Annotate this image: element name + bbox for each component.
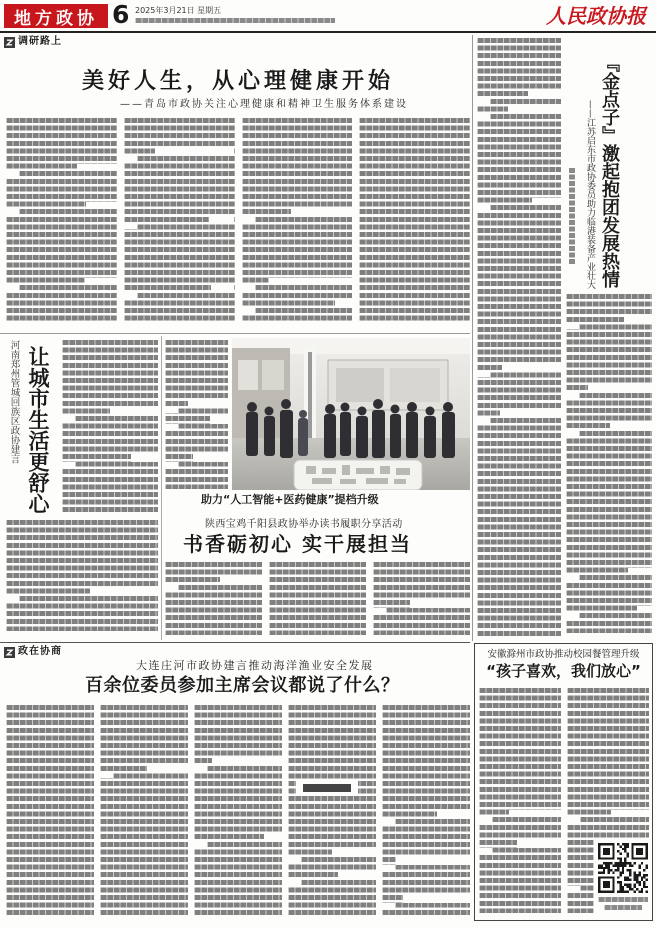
- paragraph-indent: [477, 99, 490, 104]
- text-column: [194, 705, 282, 915]
- text-column: [479, 688, 561, 913]
- paragraph-end: [335, 300, 353, 308]
- qr-code-icon: [598, 843, 648, 893]
- page-number: 6: [112, 0, 130, 29]
- paragraph-end: [155, 148, 235, 156]
- city-life-body-text-2: [6, 520, 158, 638]
- golden-ideas-subtitle: ——江苏启东市政协委员助力临港装备产业壮大: [585, 100, 595, 289]
- paragraph-indent: [479, 848, 492, 853]
- paragraph-end: [528, 91, 561, 99]
- reading-body-text: [165, 562, 470, 638]
- paragraph-end: [502, 365, 561, 373]
- paragraph-end: [410, 600, 470, 608]
- text-column: [269, 562, 366, 635]
- paragraph-end: [637, 606, 652, 614]
- mental-health-subtitle: ——青岛市政协关注心理健康和精神卫生服务体系建设: [120, 99, 408, 110]
- text-column: [6, 118, 117, 321]
- exhibition-photo: [232, 338, 470, 490]
- fishery-body-text: [6, 705, 470, 920]
- text-column: [124, 118, 235, 321]
- ai-health-body-text: [165, 340, 228, 490]
- paragraph-end: [509, 810, 561, 818]
- text-column: [242, 118, 353, 321]
- paragraph-end: [508, 106, 561, 114]
- paragraph-indent: [6, 171, 19, 176]
- text-column: [100, 705, 188, 915]
- qr-caption-line: [598, 897, 648, 902]
- paragraph-indent: [165, 408, 178, 413]
- paragraph-indent: [6, 596, 19, 601]
- city-life-headline: 让城市生活更舒心: [26, 346, 50, 514]
- editor-credits-line: [135, 18, 335, 23]
- text-column: [165, 562, 262, 635]
- golden-ideas-byline: [569, 168, 575, 264]
- paragraph-indent: [242, 308, 255, 313]
- paragraph-indent: [566, 393, 579, 398]
- text-column: [165, 340, 228, 489]
- inset-label: [303, 784, 351, 792]
- text-column: [6, 705, 94, 915]
- reading-headline: 书香砺初心 实干展担当: [183, 532, 412, 556]
- paragraph-indent: [566, 575, 579, 580]
- paragraph-indent: [124, 293, 137, 298]
- section-tag-consultation: 政在协商: [18, 646, 62, 657]
- section-marker-icon: [4, 37, 15, 48]
- text-column: [373, 562, 470, 635]
- paragraph-indent: [165, 424, 178, 429]
- paragraph-end: [210, 416, 228, 424]
- paragraph-end: [90, 588, 158, 596]
- text-column: [566, 294, 652, 633]
- text-column: [359, 118, 470, 321]
- paragraph-indent: [382, 865, 395, 870]
- text-column: [288, 705, 376, 915]
- golden-ideas-body-text: [477, 38, 561, 638]
- paragraph-indent: [288, 857, 301, 862]
- paragraph-end: [517, 840, 561, 848]
- school-meals-kicker: 安徽滁州市政协推动校园餐管理升级: [487, 649, 640, 660]
- city-life-body-text: [62, 340, 158, 516]
- paragraph-end: [188, 401, 228, 409]
- paragraph-indent: [62, 416, 75, 421]
- paragraph-indent: [477, 372, 490, 377]
- paragraph-indent: [477, 418, 490, 423]
- column-divider-middle: [161, 336, 162, 640]
- paragraph-indent: [566, 324, 579, 329]
- paragraph-end: [264, 834, 282, 842]
- paragraph-end: [209, 217, 235, 225]
- paragraph-indent: [567, 817, 580, 822]
- golden-ideas-headline: 『金点子』激起抱团发展热情: [599, 54, 620, 288]
- paragraph-end: [624, 317, 652, 325]
- text-column: [382, 705, 470, 915]
- paragraph-end: [437, 811, 470, 819]
- section-marker-icon: [4, 647, 15, 658]
- golden-ideas-body-text-2: [566, 294, 652, 638]
- masthead-logo: 人民政协报: [546, 4, 646, 28]
- paragraph-indent: [242, 285, 255, 290]
- column-divider: [472, 35, 473, 641]
- paragraph-end: [403, 895, 470, 903]
- paragraph-indent: [124, 156, 137, 161]
- text-column: [6, 520, 158, 631]
- paragraph-indent: [165, 585, 178, 590]
- paragraph-indent: [479, 817, 492, 822]
- mental-health-body-text: [6, 118, 470, 328]
- paragraph-indent: [373, 608, 386, 613]
- paragraph-indent: [477, 205, 490, 210]
- paragraph-indent: [566, 613, 579, 618]
- paragraph-indent: [242, 217, 255, 222]
- paragraph-end: [211, 285, 235, 293]
- paragraph-indent: [62, 462, 75, 467]
- issue-date: 2025年3月21日 星期五: [135, 6, 222, 15]
- paragraph-end: [131, 454, 158, 462]
- bottom-section-divider: [0, 642, 470, 643]
- paragraph-end: [628, 568, 652, 576]
- paragraph-end: [396, 857, 470, 865]
- paragraph-indent: [194, 766, 207, 771]
- section-title: 地方政协: [4, 4, 108, 28]
- paragraph-end: [220, 577, 262, 585]
- paragraph-end: [332, 849, 376, 857]
- paragraph-end: [291, 209, 353, 217]
- mental-health-headline: 美好人生，从心理健康开始: [82, 69, 395, 94]
- section-divider: [0, 333, 470, 334]
- paragraph-indent: [567, 886, 580, 891]
- paragraph-indent: [124, 224, 137, 229]
- paragraph-indent: [382, 903, 395, 908]
- paragraph-end: [212, 758, 282, 766]
- paragraph-indent: [382, 819, 395, 824]
- reading-kicker: 陕西宝鸡千阳县政协举办读书履职分享活动: [205, 519, 403, 530]
- paragraph-indent: [288, 880, 301, 885]
- fishery-headline: 百余位委员参加主席会议都说了什么？: [85, 675, 400, 696]
- paragraph-end: [611, 810, 649, 818]
- school-meals-headline: “孩子喜欢，我们放心”: [486, 662, 641, 680]
- paragraph-indent: [477, 114, 490, 119]
- paragraph-end: [77, 164, 117, 172]
- paragraph-end: [588, 385, 652, 393]
- paragraph-indent: [6, 209, 19, 214]
- paragraph-end: [193, 454, 228, 462]
- paragraph-end: [110, 408, 158, 416]
- paragraph-indent: [6, 285, 19, 290]
- paragraph-end: [338, 872, 376, 880]
- ai-health-photo-caption: 助力“人工智能+医药健康”提档升级: [201, 493, 379, 506]
- paragraph-end: [86, 202, 116, 210]
- text-column: [477, 38, 561, 636]
- paragraph-indent: [165, 462, 178, 467]
- fishery-kicker: 大连庄河市政协建言推动海洋渔业安全发展: [136, 659, 374, 672]
- paragraph-end: [85, 278, 117, 286]
- paragraph-end: [500, 410, 561, 418]
- paragraph-end: [269, 278, 352, 286]
- qr-caption-line: [604, 905, 642, 910]
- section-tag-research: 调研路上: [18, 36, 62, 47]
- text-column: [62, 340, 158, 512]
- paragraph-indent: [194, 842, 207, 847]
- paragraph-indent: [100, 773, 113, 778]
- city-life-subtitle: 河南郑州管城回族区政协建言: [8, 340, 20, 464]
- paragraph-end: [610, 423, 652, 431]
- header-rule: [0, 31, 656, 33]
- paragraph-indent: [566, 431, 579, 436]
- paragraph-end: [532, 198, 561, 206]
- paragraph-end: [147, 766, 188, 774]
